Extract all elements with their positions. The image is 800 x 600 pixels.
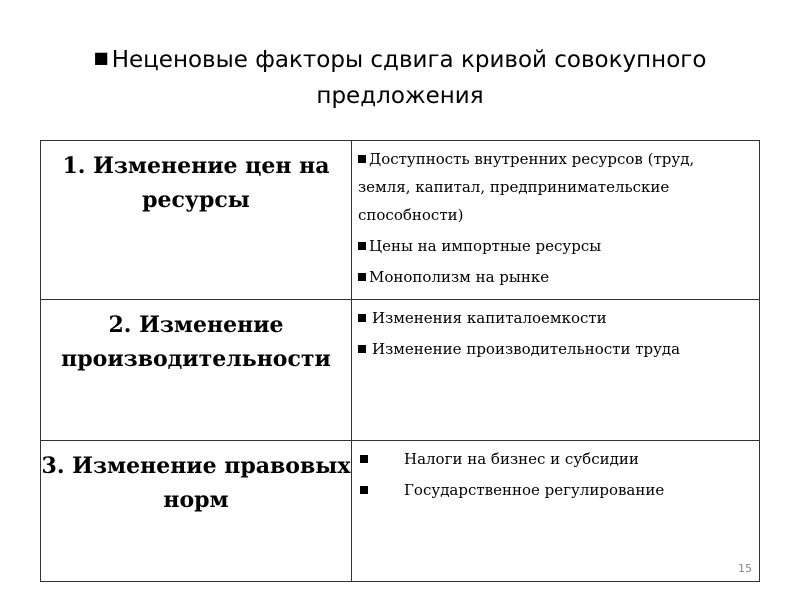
- list-item-text: Доступность внутренних ресурсов (труд, земля, капитал, предпринимательские способности): [358, 150, 695, 224]
- table-row: [41, 300, 760, 441]
- factor-cell: 2. Изменение производительности: [41, 300, 352, 441]
- square-bullet-icon: [358, 155, 366, 163]
- square-bullet-icon: ■: [93, 48, 109, 67]
- square-bullet-icon: [360, 486, 368, 494]
- factors-table: [40, 140, 760, 582]
- list-item: [358, 335, 751, 363]
- list-item: [358, 145, 751, 229]
- details-cell: [352, 300, 760, 441]
- table-row: [41, 441, 760, 582]
- square-bullet-icon: [358, 242, 366, 250]
- factor-cell: 3. Изменение правовых норм: [41, 441, 352, 582]
- factor-cell: 1. Изменение цен на ресурсы: [41, 141, 352, 300]
- details-cell: [352, 141, 760, 300]
- list-item: [358, 476, 751, 504]
- list-item-text: Налоги на бизнес и субсидии: [404, 450, 639, 468]
- factor-items-list: [358, 145, 751, 291]
- list-item: [358, 304, 751, 332]
- table-row: [41, 141, 760, 300]
- list-item: [358, 232, 751, 260]
- slide-title-text: Неценовые факторы сдвига кривой совокупного предложения: [111, 47, 707, 109]
- list-item-text: Цены на импортные ресурсы: [369, 237, 602, 255]
- square-bullet-icon: [358, 314, 366, 322]
- square-bullet-icon: [358, 273, 366, 281]
- factor-items-list: [358, 445, 751, 504]
- list-item: [358, 445, 751, 473]
- square-bullet-icon: [358, 345, 366, 353]
- factor-items-list: [358, 304, 751, 363]
- square-bullet-icon: [360, 455, 368, 463]
- list-item-text: Монополизм на рынке: [369, 268, 550, 286]
- page-number: 15: [738, 562, 752, 575]
- list-item-text: Государственное регулирование: [404, 481, 665, 499]
- slide-title: [60, 40, 740, 114]
- list-item-text: Изменения капиталоемкости: [372, 309, 607, 327]
- list-item-text: Изменение производительности труда: [372, 340, 681, 358]
- details-cell: [352, 441, 760, 582]
- list-item: [358, 263, 751, 291]
